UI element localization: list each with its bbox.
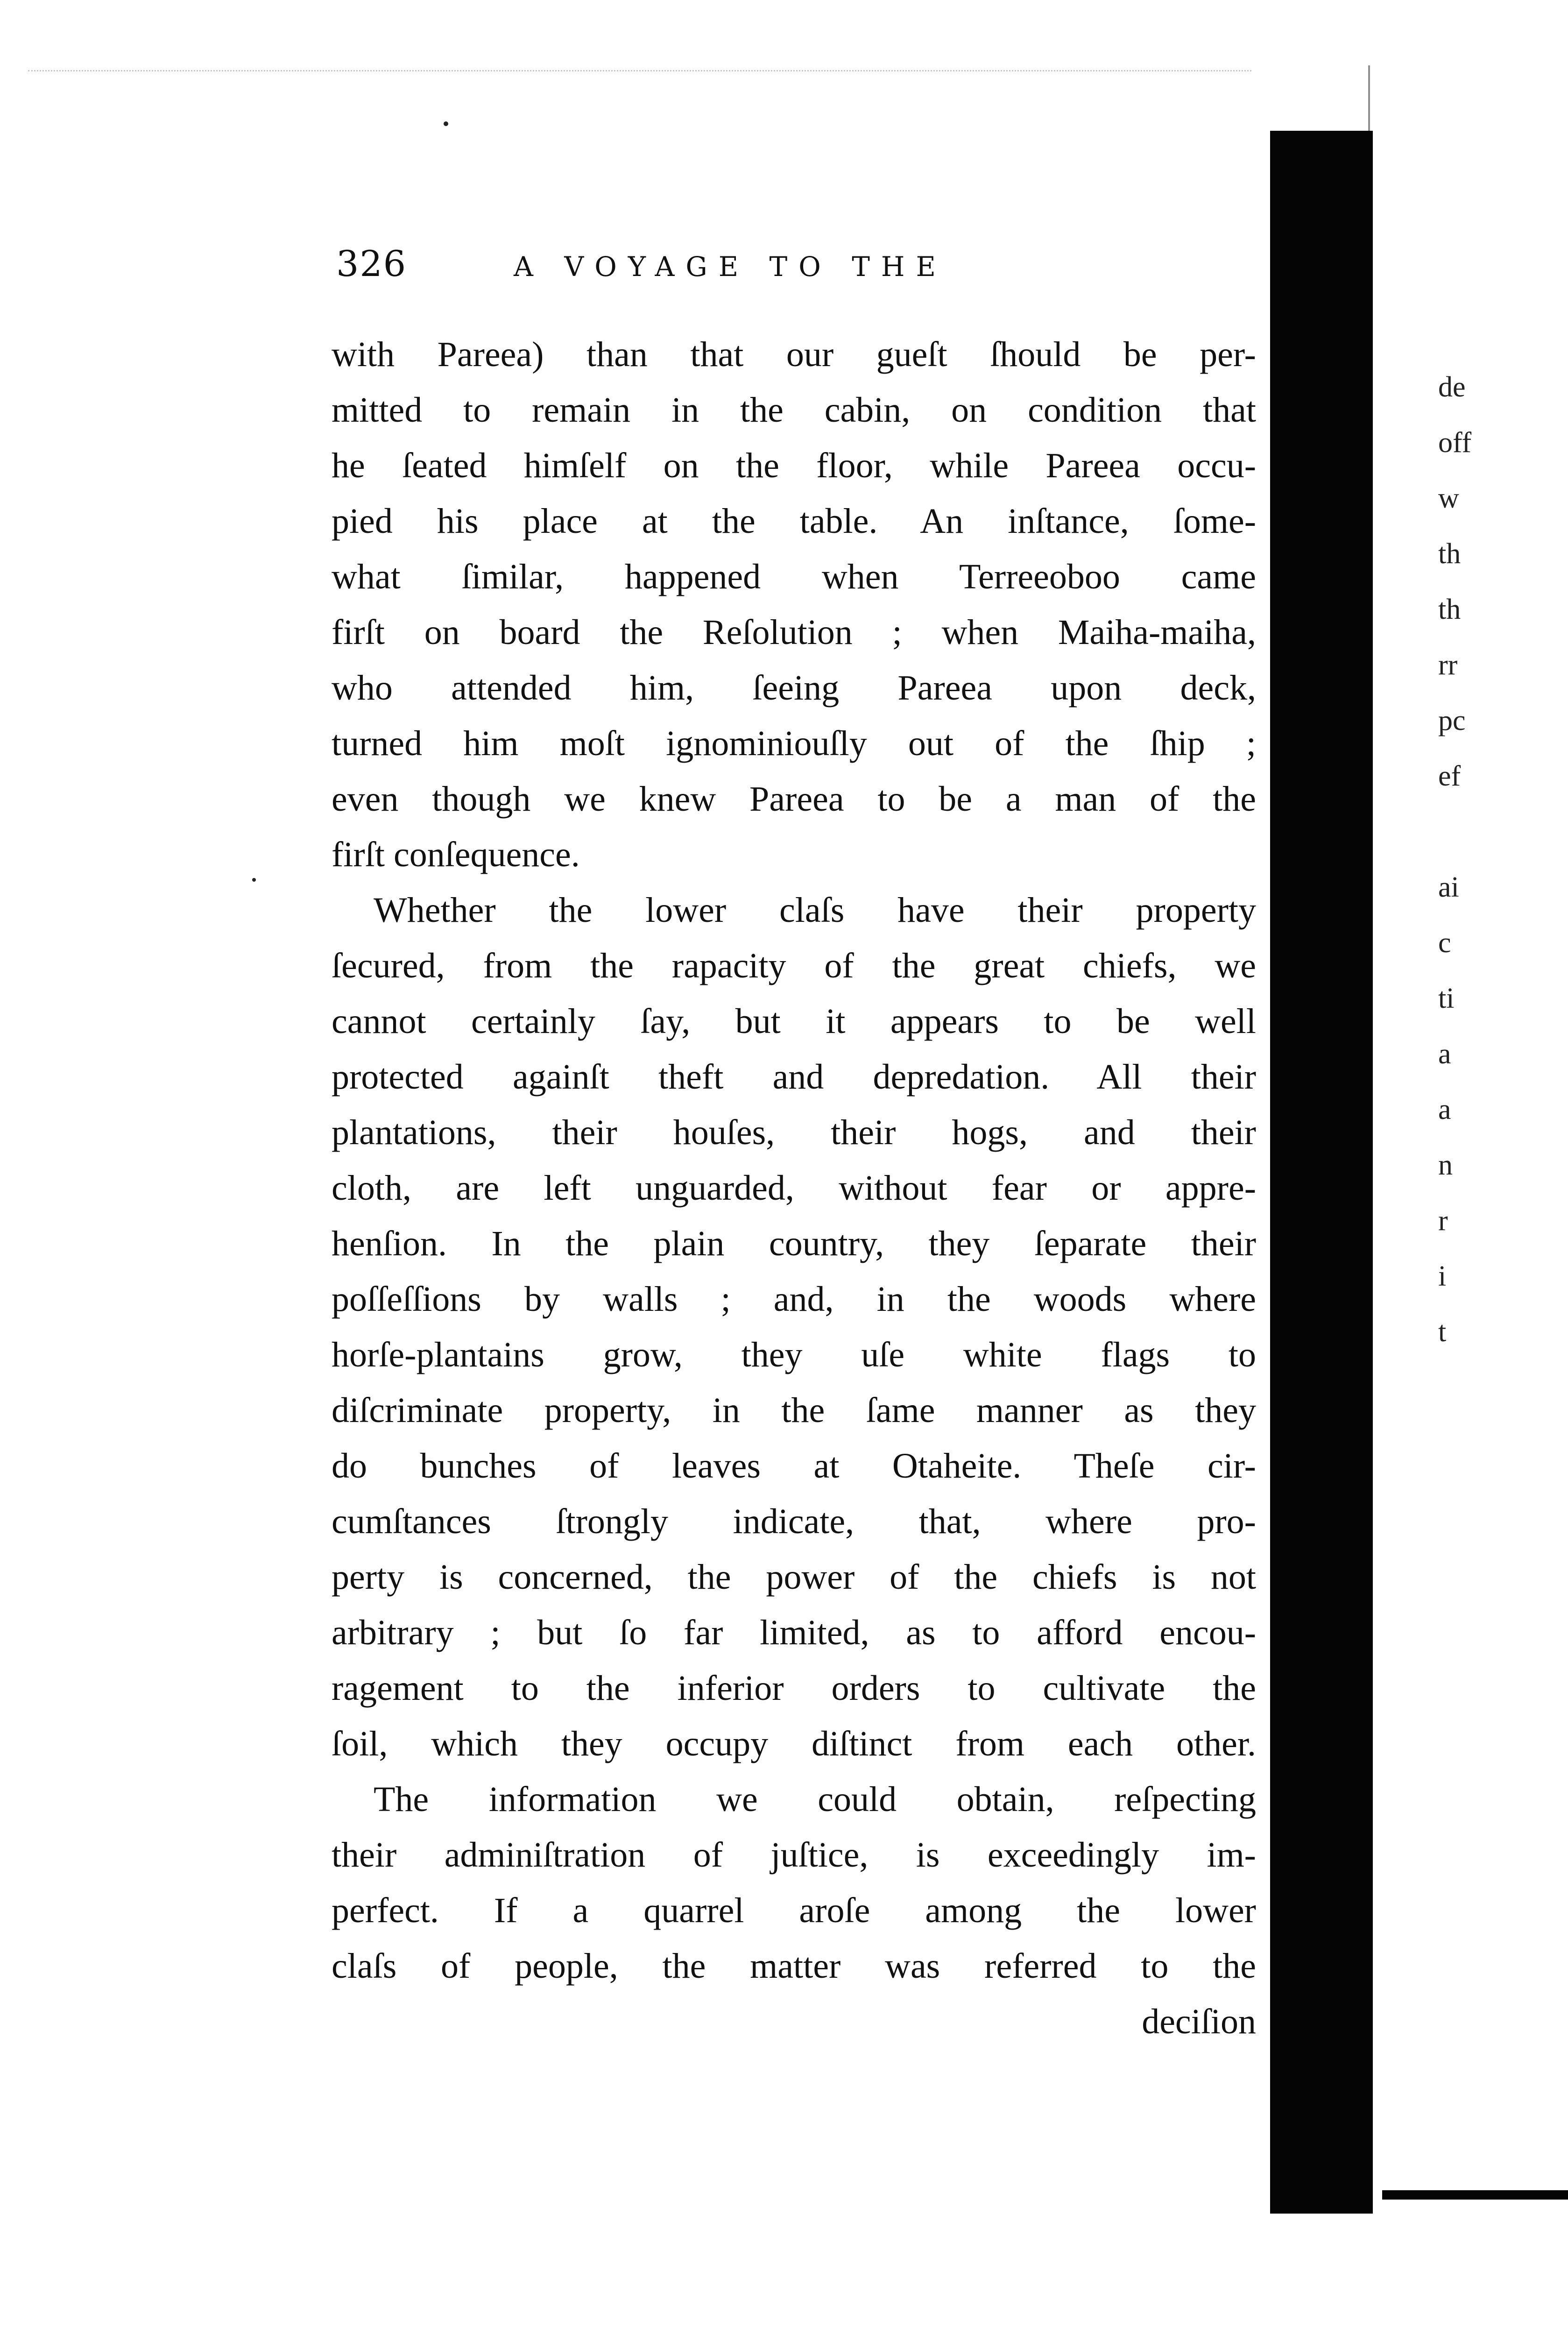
page-number: 326 <box>336 243 407 284</box>
running-title: A VOYAGE TO THE <box>514 251 947 283</box>
facing-fragment: th <box>1438 594 1461 625</box>
facing-fragment: a <box>1438 1038 1451 1070</box>
text-line: pied his place at the table. An inſtance, ſome- <box>332 502 1256 541</box>
text-line: cloth, are left unguarded, without fear or appre- <box>332 1168 1256 1208</box>
text-line: ſecured, from the rapacity of the great chiefs, we <box>332 946 1256 985</box>
catchword: deciſion <box>1142 2002 1256 2041</box>
facing-page-fragments <box>1438 360 1532 1360</box>
text-line: claſs of people, the matter was referred to the <box>332 1946 1256 1986</box>
facing-fragment: a <box>1438 1094 1451 1125</box>
text-line: perty is concerned, the power of the chiefs is not <box>332 1557 1256 1597</box>
facing-fragment: n <box>1438 1149 1453 1181</box>
text-line: mitted to remain in the cabin, on condition that <box>332 390 1256 430</box>
text-line: he ſeated himſelf on the floor, while Pareea occu- <box>332 446 1256 485</box>
text-line: poſſeſſions by walls ; and, in the woods where <box>332 1280 1256 1319</box>
text-line: firſt on board the Reſolution ; when Maiha-maiha, <box>332 613 1256 652</box>
text-line: cannot certainly ſay, but it appears to be well <box>332 1002 1256 1041</box>
text-line: protected againſt theft and depredation. All their <box>332 1057 1256 1097</box>
facing-fragment: ef <box>1438 760 1461 792</box>
text-line: The information we could obtain, reſpecting <box>374 1780 1256 1819</box>
facing-fragment <box>1438 804 1532 860</box>
text-line: ſoil, which they occupy diſtinct from each other. <box>332 1724 1256 1763</box>
text-line: their adminiſtration of juſtice, is exceedingly im- <box>332 1835 1256 1875</box>
text-line: what ſimilar, happened when Terreeoboo came <box>332 557 1256 596</box>
binding-gutter <box>1270 131 1373 2214</box>
page-top-edge <box>28 70 1251 127</box>
facing-fragment: off <box>1438 427 1472 459</box>
facing-fragment: th <box>1438 538 1461 570</box>
text-line: turned him moſt ignominiouſly out of the ſhip ; <box>332 724 1256 763</box>
text-line: henſion. In the plain country, they ſeparate their <box>332 1224 1256 1263</box>
text-line: diſcriminate property, in the ſame manner as they <box>332 1391 1256 1430</box>
facing-fragment: rr <box>1438 649 1458 681</box>
facing-fragment: pc <box>1438 705 1466 736</box>
text-line: do bunches of leaves at Otaheite. Theſe cir- <box>332 1446 1256 1486</box>
running-head <box>336 243 1177 299</box>
ink-spot <box>444 121 448 126</box>
text-line: arbitrary ; but ſo far limited, as to afford encou- <box>332 1613 1256 1652</box>
binding-gutter-base <box>1382 2190 1568 2200</box>
text-line: ragement to the inferior orders to cultivate the <box>332 1669 1256 1708</box>
text-line: plantations, their houſes, their hogs, and their <box>332 1113 1256 1152</box>
facing-fragment: c <box>1438 927 1451 959</box>
text-line: firſt conſequence. <box>332 835 580 874</box>
text-line: who attended him, ſeeing Pareea upon deck, <box>332 668 1256 708</box>
ink-spot <box>252 878 256 882</box>
facing-fragment: ai <box>1438 871 1459 903</box>
text-line: horſe-plantains grow, they uſe white flags to <box>332 1335 1256 1374</box>
body-text <box>332 327 1256 2050</box>
text-line: with Pareea) than that our gueſt ſhould be per- <box>332 335 1256 374</box>
text-line: perfect. If a quarrel aroſe among the lower <box>332 1891 1256 1930</box>
facing-fragment: de <box>1438 371 1466 403</box>
text-line: cumſtances ſtrongly indicate, that, where pro- <box>332 1502 1256 1541</box>
facing-fragment: ti <box>1438 983 1455 1014</box>
facing-fragment: t <box>1438 1316 1447 1348</box>
text-line: even though we knew Pareea to be a man of the <box>332 779 1256 819</box>
facing-fragment: i <box>1438 1260 1447 1292</box>
facing-fragment: r <box>1438 1205 1448 1237</box>
facing-fragment: w <box>1438 482 1459 514</box>
text-line: Whether the lower claſs have their property <box>374 891 1256 930</box>
